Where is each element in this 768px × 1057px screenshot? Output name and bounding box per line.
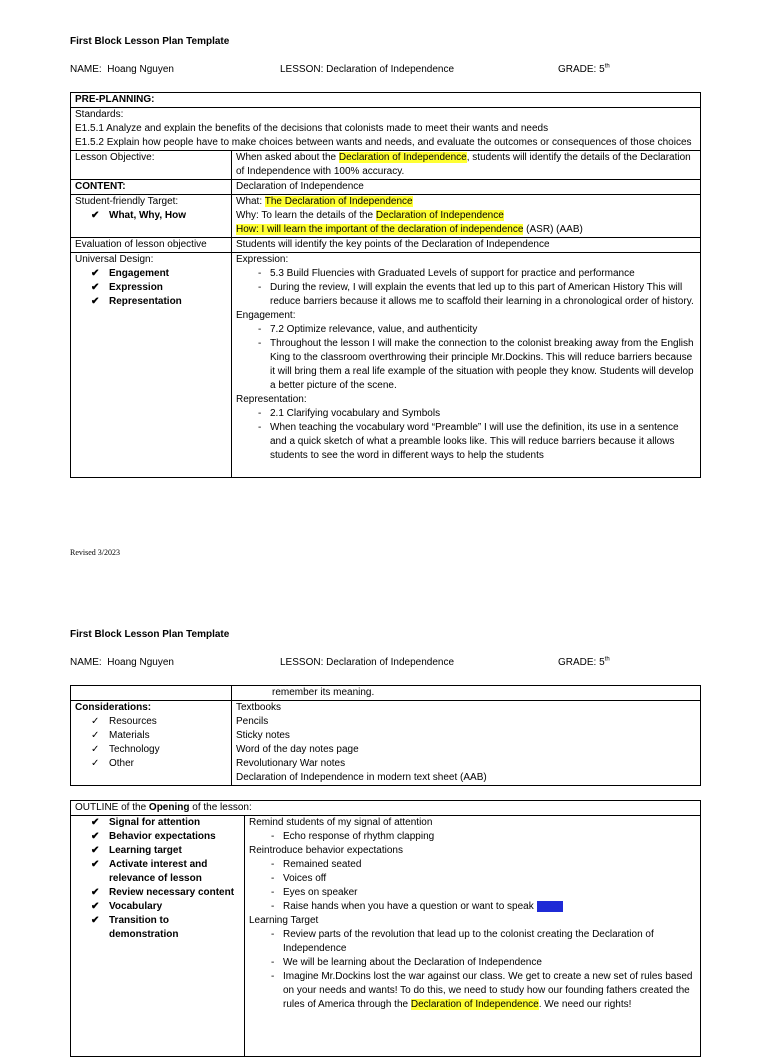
opening-checklist-cell xyxy=(71,816,245,1057)
ud-item-expression: ✔ Expression xyxy=(91,281,227,295)
representation-list xyxy=(236,407,696,463)
material-item: Pencils xyxy=(236,716,269,727)
grade-field: GRADE: 5th xyxy=(558,656,610,668)
learning-target-item: - We will be learning about the Declaration of Independence xyxy=(267,956,696,970)
representation-label: Representation: xyxy=(236,394,307,405)
representation-item: - 2.1 Clarifying vocabulary and Symbols xyxy=(254,407,696,421)
opening-item: ✔ Learning target xyxy=(91,844,240,858)
engagement-list xyxy=(236,323,696,393)
opening-item: ✔ Activate interest and relevance of lesson xyxy=(91,858,240,886)
signal-item: - Echo response of rhythm clapping xyxy=(267,830,696,844)
ud-checklist xyxy=(75,267,227,309)
continued-blank xyxy=(71,686,232,701)
material-item: Sticky notes xyxy=(236,730,290,741)
material-item: Word of the day notes page xyxy=(236,744,359,755)
opening-item: ✔ Review necessary content xyxy=(91,886,240,900)
expression-label: Expression: xyxy=(236,254,289,265)
ud-value xyxy=(232,253,701,478)
target-label-cell xyxy=(71,195,232,238)
consideration-item: ✓ Other xyxy=(91,757,227,771)
ud-item-engagement: ✔ Engagement xyxy=(91,267,227,281)
consideration-item: ✓ Resources xyxy=(91,715,227,729)
behavior-list xyxy=(249,858,696,914)
materials-cell xyxy=(232,701,701,786)
pre-planning-heading: PRE-PLANNING: xyxy=(71,93,701,108)
target-value xyxy=(232,195,701,238)
consideration-item: ✓ Technology xyxy=(91,743,227,757)
representation-item: - When teaching the vocabulary word “Preamble” I will use the definition, its use in a sentence and a quick sketch of what a preamble looks like. This will reduce barriers because it allows students to see the word in different ways to help the students xyxy=(254,421,696,463)
evaluation-label: Evaluation of lesson objective xyxy=(71,238,232,253)
learning-target-item: - Imagine Mr.Dockins lost the war against our class. We get to create a new set of rules based on your needs and wants! To do this, we need to study how our founding fathers created the rules of America through the Declaration of Independence. We need our rights! xyxy=(267,970,696,1012)
standards-cell xyxy=(71,108,701,151)
opening-item: ✔ Vocabulary xyxy=(91,900,240,914)
name-field: NAME: Hoang Nguyen xyxy=(70,657,174,668)
ud-item-representation: ✔ Representation xyxy=(91,295,227,309)
revised-footer: Revised 3/2023 xyxy=(70,548,120,557)
target-label: Student-friendly Target: xyxy=(75,196,179,207)
content-label: CONTENT: xyxy=(71,180,232,195)
content-value: Declaration of Independence xyxy=(232,180,701,195)
opening-item: ✔ Signal for attention xyxy=(91,816,240,830)
template-title: First Block Lesson Plan Template xyxy=(70,36,230,47)
considerations-checklist xyxy=(75,715,227,771)
ud-label: Universal Design: xyxy=(75,254,154,265)
signal-text: Remind students of my signal of attention xyxy=(249,817,433,828)
target-how: How: I will learn the important of the declaration of independence (ASR) (AAB) xyxy=(236,224,583,235)
material-item: Textbooks xyxy=(236,702,282,713)
outline-heading: OUTLINE of the Opening of the lesson: xyxy=(71,801,701,816)
target-check-item: ✔ What, Why, How xyxy=(91,209,227,223)
target-what: What: The Declaration of Independence xyxy=(236,196,413,207)
opening-outline-table xyxy=(70,800,701,1057)
engagement-label: Engagement: xyxy=(236,310,296,321)
engagement-item: - 7.2 Optimize relevance, value, and authenticity xyxy=(254,323,696,337)
behavior-item: - Voices off xyxy=(267,872,696,886)
engagement-item: - Throughout the lesson I will make the connection to the colonist breaking away from the English King to the classroom overthrowing their principle Mr.Dockins. This will reduce barriers because it will bring them a real life example of the situation with people they know. Students will develop a better picture of the scene. xyxy=(254,337,696,393)
name-field: NAME: Hoang Nguyen xyxy=(70,64,174,75)
grade-field: GRADE: 5th xyxy=(558,63,610,75)
lesson-field: LESSON: Declaration of Independence xyxy=(280,64,455,75)
standard-1: E1.5.1 Analyze and explain the benefits of the decisions that colonists made to meet their wants and needs xyxy=(75,123,549,134)
expression-item: - 5.3 Build Fluencies with Graduated Levels of support for practice and performance xyxy=(254,267,696,281)
expression-item: - During the review, I will explain the events that led up to this part of American History This will reduce barriers because it allows me to scaffold their learning in a chronological order of history. xyxy=(254,281,696,309)
learning-target-list xyxy=(249,928,696,1012)
material-item: Declaration of Independence in modern text sheet (AAB) xyxy=(236,772,487,783)
objective-label: Lesson Objective: xyxy=(71,151,232,180)
learning-target-label: Learning Target xyxy=(249,915,319,926)
ud-label-cell xyxy=(71,253,232,478)
learning-target-item: - Review parts of the revolution that lead up to the colonist creating the Declaration of Independence xyxy=(267,928,696,956)
standards-label: Standards: xyxy=(75,109,124,120)
signal-list xyxy=(249,830,696,844)
expression-list xyxy=(236,267,696,309)
behavior-item: - Eyes on speaker xyxy=(267,886,696,900)
material-item: Revolutionary War notes xyxy=(236,758,346,769)
considerations-table xyxy=(70,685,701,786)
opening-details xyxy=(245,816,701,1057)
opening-item: ✔ Behavior expectations xyxy=(91,830,240,844)
behavior-item: - Remained seated xyxy=(267,858,696,872)
continued-text: remember its meaning. xyxy=(232,686,701,701)
consideration-item: ✓ Materials xyxy=(91,729,227,743)
target-checklist xyxy=(75,209,227,223)
standard-2: E1.5.2 Explain how people have to make choices between wants and needs, and evaluate the outcomes or consequences of those choices xyxy=(75,137,692,148)
target-why: Why: To learn the details of the Declaration of Independence xyxy=(236,210,504,221)
template-title-page2: First Block Lesson Plan Template xyxy=(70,629,230,640)
evaluation-value: Students will identify the key points of the Declaration of Independence xyxy=(232,238,701,253)
considerations-label: Considerations: xyxy=(75,702,152,713)
lesson-field: LESSON: Declaration of Independence xyxy=(280,657,455,668)
considerations-label-cell xyxy=(71,701,232,786)
pre-planning-table xyxy=(70,92,701,478)
aab-highlight: (AAB) xyxy=(536,901,564,912)
objective-value: When asked about the Declaration of Independence, students will identify the details of the Declaration of Independence with 100% accuracy. xyxy=(232,151,701,180)
behavior-item: - Raise hands when you have a question or want to speak (AAB) xyxy=(267,900,696,914)
behavior-text: Reintroduce behavior expectations xyxy=(249,845,403,856)
opening-checklist xyxy=(75,816,240,942)
opening-item: ✔ Transition to demonstration xyxy=(91,914,240,942)
